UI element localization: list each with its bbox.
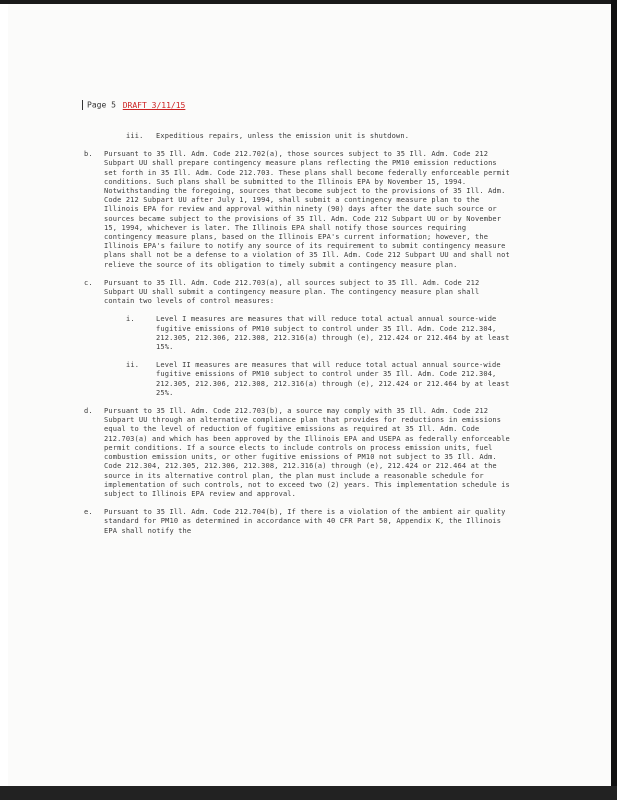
item-c-i-text: Level I measures are measures that will reduce total actual annual source-wide fugitive emissions of PM10 subject to control under 35 Ill. Adm. Code 212.304, 212.305, 212.306, 212.308, 212.316(a) through (e), 212.424 or 212.464 by at least 15%. bbox=[156, 315, 514, 352]
paragraph-b-text: Pursuant to 35 Ill. Adm. Code 212.702(a), those sources subject to 35 Ill. Adm. Code 212 Subpart UU shall prepare contingency measure plans reflecting the PM10 emission reductions set forth in 35 Ill. Adm. Code 212.703. These plans shall become federally enforceable permit conditions. Such plans shall be submitted to the Illinois EPA by November 15, 1994. Notwithstanding the foregoing, sources that become subject to the provisions of 35 Ill. Adm. Code 212 Subpart UU after July 1, 1994, shall submit a contingency measure plan to the Illinois EPA for review and approval within ninety (90) days after the date such source or sources became subject to the provisions of 35 Ill. Adm. Code 212 Subpart UU or by November 15, 1994, whichever is later. The Illinois EPA shall notify those sources requiring contingency measure plans, based on the Illinois EPA's current information; however, the Illinois EPA's failure to notify any source of its requirement to submit contingency measure plans shall not be a defense to a violation of 35 Ill. Adm. Code 212 Subpart UU and shall not relieve the source of its obligation to timely submit a contingency measure plan. bbox=[104, 150, 515, 269]
paragraph-b bbox=[84, 150, 514, 270]
document-body bbox=[84, 132, 514, 545]
item-c-i bbox=[84, 315, 514, 352]
paragraph-e-label: e. bbox=[84, 508, 93, 517]
item-iii bbox=[84, 132, 514, 141]
page-header bbox=[82, 100, 185, 110]
scan-edge-right bbox=[611, 0, 617, 800]
scan-edge-bottom bbox=[0, 786, 617, 800]
paragraph-d-label: d. bbox=[84, 407, 93, 416]
item-iii-text: Expeditious repairs, unless the emission unit is shutdown. bbox=[156, 132, 410, 140]
paragraph-e-text: Pursuant to 35 Ill. Adm. Code 212.704(b), If there is a violation of the ambient air quality standard for PM10 as determined in accordance with 40 CFR Part 50, Appendix K, the Illinois EPA shall notify the bbox=[104, 508, 510, 535]
item-iii-label: iii. bbox=[126, 132, 144, 140]
paragraph-c bbox=[84, 279, 514, 307]
page-label: Page 5 bbox=[87, 100, 116, 110]
item-c-ii bbox=[84, 361, 514, 398]
paragraph-d bbox=[84, 407, 514, 499]
paragraph-c-label: c. bbox=[84, 278, 93, 287]
margin-bar bbox=[82, 100, 83, 110]
paragraph-d-text: Pursuant to 35 Ill. Adm. Code 212.703(b), a source may comply with 35 Ill. Adm. Code 212 Subpart UU through an alternative compliance plan that provides for reductions in emissions equal to the level of reduction of fugitive emissions as required at 35 Ill. Adm. Code 212.703(a) and which has been approved by the Illinois EPA and USEPA as federally enforceable permit conditions. If a source elects to include controls on process emission units, fuel combustion emission units, or other fugitive emissions of PM10 not subject to 35 Ill. Adm. Code 212.304, 212.305, 212.306, 212.308, 212.316(a) through (e), 212.424 or 212.464 at the source in its alternative control plan, the plan must include a reasonable schedule for implementation of such controls, not to exceed two (2) years. This implementation schedule is subject to Illinois EPA review and approval. bbox=[104, 407, 515, 498]
item-c-ii-label: ii. bbox=[126, 361, 140, 370]
item-c-i-label: i. bbox=[126, 315, 135, 324]
paragraph-e bbox=[84, 508, 514, 536]
paragraph-b-label: b. bbox=[84, 150, 93, 159]
paragraph-c-text: Pursuant to 35 Ill. Adm. Code 212.703(a), all sources subject to 35 Ill. Adm. Code 212 Subpart UU shall submit a contingency measure plan. The contingency measure plan shall contain two levels of control measures: bbox=[104, 278, 484, 306]
draft-label: DRAFT 3/11/15 bbox=[122, 100, 186, 110]
item-c-ii-text: Level II measures are measures that will reduce total actual annual source-wide fugitive emissions of PM10 subject to control under 35 Ill. Adm. Code 212.304, 212.305, 212.306, 212.308, 212.316(a) through (e), 212.424 or 212.464 by at least 25%. bbox=[156, 361, 514, 397]
